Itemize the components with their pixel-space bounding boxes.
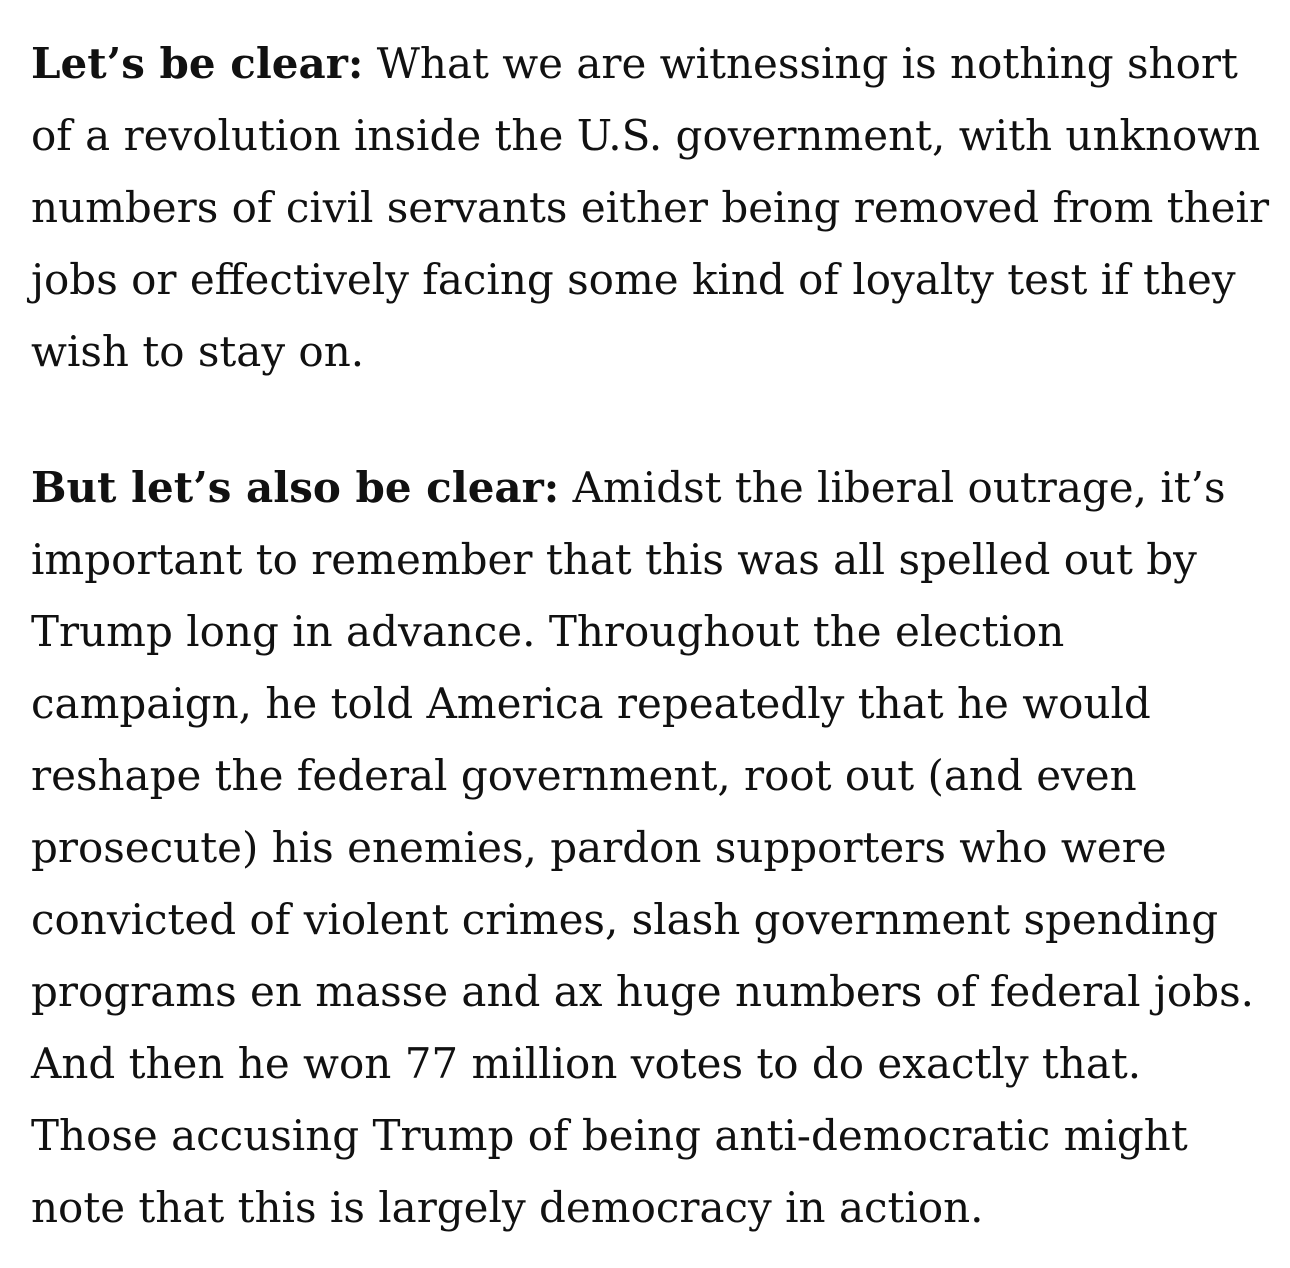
article-body xyxy=(31,28,1271,1244)
paragraph-1-lead: Let’s be clear: xyxy=(31,39,364,88)
paragraph-2-text: Amidst the liberal outrage, it’s important to remember that this was all spelled out by Trump long in advance. Throughout the election campaign, he told America repeatedly that he would reshape the federal government, root out (and even prosecute) his enemies, pardon supporters who were convicted of violent crimes, slash government spending programs en masse and ax huge numbers of federal jobs. And then he won 77 million votes to do exactly that. Those accusing Trump of being anti-democratic might note that this is largely democracy in action. xyxy=(31,463,1254,1232)
paragraph-2 xyxy=(31,452,1271,1244)
paragraph-1 xyxy=(31,28,1271,388)
paragraph-1-text: What we are witnessing is nothing short of a revolution inside the U.S. government, with unknown numbers of civil servants either being removed from their jobs or effectively facing some kind of loyalty test if they wish to stay on. xyxy=(31,39,1270,376)
paragraph-2-lead: But let’s also be clear: xyxy=(31,463,560,512)
